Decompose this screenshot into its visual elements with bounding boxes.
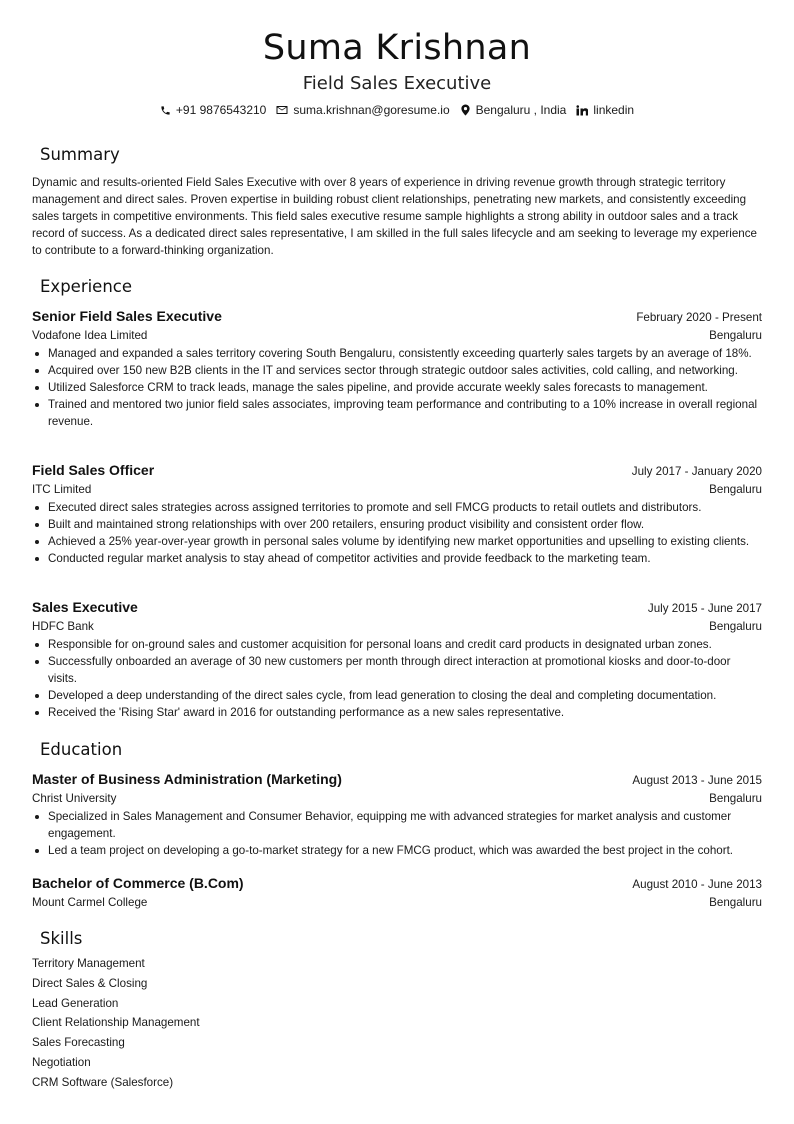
contact-location xyxy=(460,103,567,117)
skills-heading: Skills xyxy=(40,929,83,948)
job-date: July 2015 - June 2017 xyxy=(647,602,762,615)
job-bullets xyxy=(32,499,762,567)
job-company: HDFC Bank xyxy=(32,620,94,633)
experience-entry xyxy=(32,461,762,567)
job-company: ITC Limited xyxy=(32,483,92,496)
bullet-item: Conducted regular market analysis to stay ahead of competitor activities and provide feedback to the marketing team. xyxy=(32,550,762,567)
education-entry xyxy=(32,770,762,859)
degree-title: Master of Business Administration (Marketing) xyxy=(32,771,342,787)
location-pin-icon xyxy=(460,104,471,116)
job-date: July 2017 - January 2020 xyxy=(631,465,762,478)
education-heading: Education xyxy=(40,740,123,759)
school-location: Bengaluru xyxy=(709,896,762,909)
skill-item: Lead Generation xyxy=(32,996,119,1010)
bullet-item: Trained and mentored two junior field sales associates, improving team performance and contributing to a 10% increase in overall regional revenue. xyxy=(32,396,762,430)
candidate-name: Suma Krishnan xyxy=(262,28,532,68)
bullet-item: Successfully onboarded an average of 30 new customers per month through direct interaction at promotional kiosks and door-to-door visits. xyxy=(32,653,762,687)
job-bullets xyxy=(32,636,762,721)
candidate-title: Field Sales Executive xyxy=(302,73,492,94)
job-date: February 2020 - Present xyxy=(636,311,762,324)
job-location: Bengaluru xyxy=(709,329,762,342)
job-company: Vodafone Idea Limited xyxy=(32,329,148,342)
school-name: Christ University xyxy=(32,792,117,805)
degree-bullets xyxy=(32,808,762,859)
school-name: Mount Carmel College xyxy=(32,896,148,909)
bullet-item: Led a team project on developing a go-to-market strategy for a new FMCG product, which was awarded the best project in the cohort. xyxy=(32,842,762,859)
job-role: Field Sales Officer xyxy=(32,462,155,478)
skill-item: CRM Software (Salesforce) xyxy=(32,1075,174,1089)
location-text: Bengaluru , India xyxy=(475,103,567,117)
summary-text: Dynamic and results-oriented Field Sales Executive with over 8 years of experience in driving revenue growth through strategic territory management and direct sales. Proven expertise in building robust client relationships, penetrating new markets, and consistently exceeding sales targets in competitive environments. This field sales executive resume sample highlights a strong ability in outdoor sales and a track record of success. As a dedicated direct sales representative, I am skilled in the full sales lifecycle and am seeking to leverage my experience to contribute to a forward-thinking organization. xyxy=(32,176,757,257)
email-icon xyxy=(276,105,288,115)
bullet-item: Managed and expanded a sales territory covering South Bengaluru, consistently exceeding quarterly sales targets by an average of 18%. xyxy=(32,345,762,362)
bullet-item: Executed direct sales strategies across assigned territories to promote and sell FMCG products to retail outlets and distributors. xyxy=(32,499,762,516)
skill-item: Direct Sales & Closing xyxy=(32,976,148,990)
phone-icon xyxy=(160,105,171,116)
contact-bar xyxy=(0,101,794,119)
linkedin-icon xyxy=(576,105,588,116)
degree-title: Bachelor of Commerce (B.Com) xyxy=(32,875,244,891)
linkedin-text: linkedin xyxy=(593,103,635,117)
experience-heading: Experience xyxy=(40,277,133,296)
contact-phone[interactable] xyxy=(160,103,266,117)
skill-item: Sales Forecasting xyxy=(32,1036,125,1050)
degree-date: August 2010 - June 2013 xyxy=(632,878,762,891)
contact-email[interactable] xyxy=(276,103,449,117)
bullet-item: Acquired over 150 new B2B clients in the IT and services sector through strategic outdoor sales activities, cold calling, and networking. xyxy=(32,362,762,379)
bullet-item: Achieved a 25% year-over-year growth in personal sales volume by identifying new market opportunities and upselling to existing clients. xyxy=(32,533,762,550)
bullet-item: Built and maintained strong relationships with over 200 retailers, ensuring product visibility and consistent order flow. xyxy=(32,516,762,533)
skill-item: Negotiation xyxy=(32,1055,91,1069)
job-location: Bengaluru xyxy=(709,483,762,496)
contact-linkedin[interactable] xyxy=(576,103,634,117)
degree-date: August 2013 - June 2015 xyxy=(632,774,762,787)
education-entry xyxy=(32,874,762,911)
bullet-item: Utilized Salesforce CRM to track leads, manage the sales pipeline, and provide accurate weekly sales forecasts to management. xyxy=(32,379,762,396)
school-location: Bengaluru xyxy=(709,792,762,805)
bullet-item: Developed a deep understanding of the direct sales cycle, from lead generation to closing the deal and completing documentation. xyxy=(32,687,762,704)
summary-heading: Summary xyxy=(40,145,120,164)
skill-item: Client Relationship Management xyxy=(32,1016,200,1030)
job-role: Senior Field Sales Executive xyxy=(32,308,222,324)
bullet-item: Received the 'Rising Star' award in 2016 for outstanding performance as a new sales representative. xyxy=(32,704,762,721)
email-text: suma.krishnan@goresume.io xyxy=(293,103,450,117)
job-role: Sales Executive xyxy=(32,599,138,615)
bullet-item: Responsible for on-ground sales and customer acquisition for personal loans and credit card products in designated urban zones. xyxy=(32,636,762,653)
skill-item: Territory Management xyxy=(32,957,145,970)
job-location: Bengaluru xyxy=(709,620,762,633)
bullet-item: Specialized in Sales Management and Consumer Behavior, equipping me with advanced strategies for market analysis and customer engagement. xyxy=(32,808,762,842)
experience-entry xyxy=(32,598,762,721)
job-bullets xyxy=(32,345,762,430)
phone-text: +91 9876543210 xyxy=(175,103,267,117)
skills-list xyxy=(32,954,200,1093)
experience-entry xyxy=(32,307,762,430)
